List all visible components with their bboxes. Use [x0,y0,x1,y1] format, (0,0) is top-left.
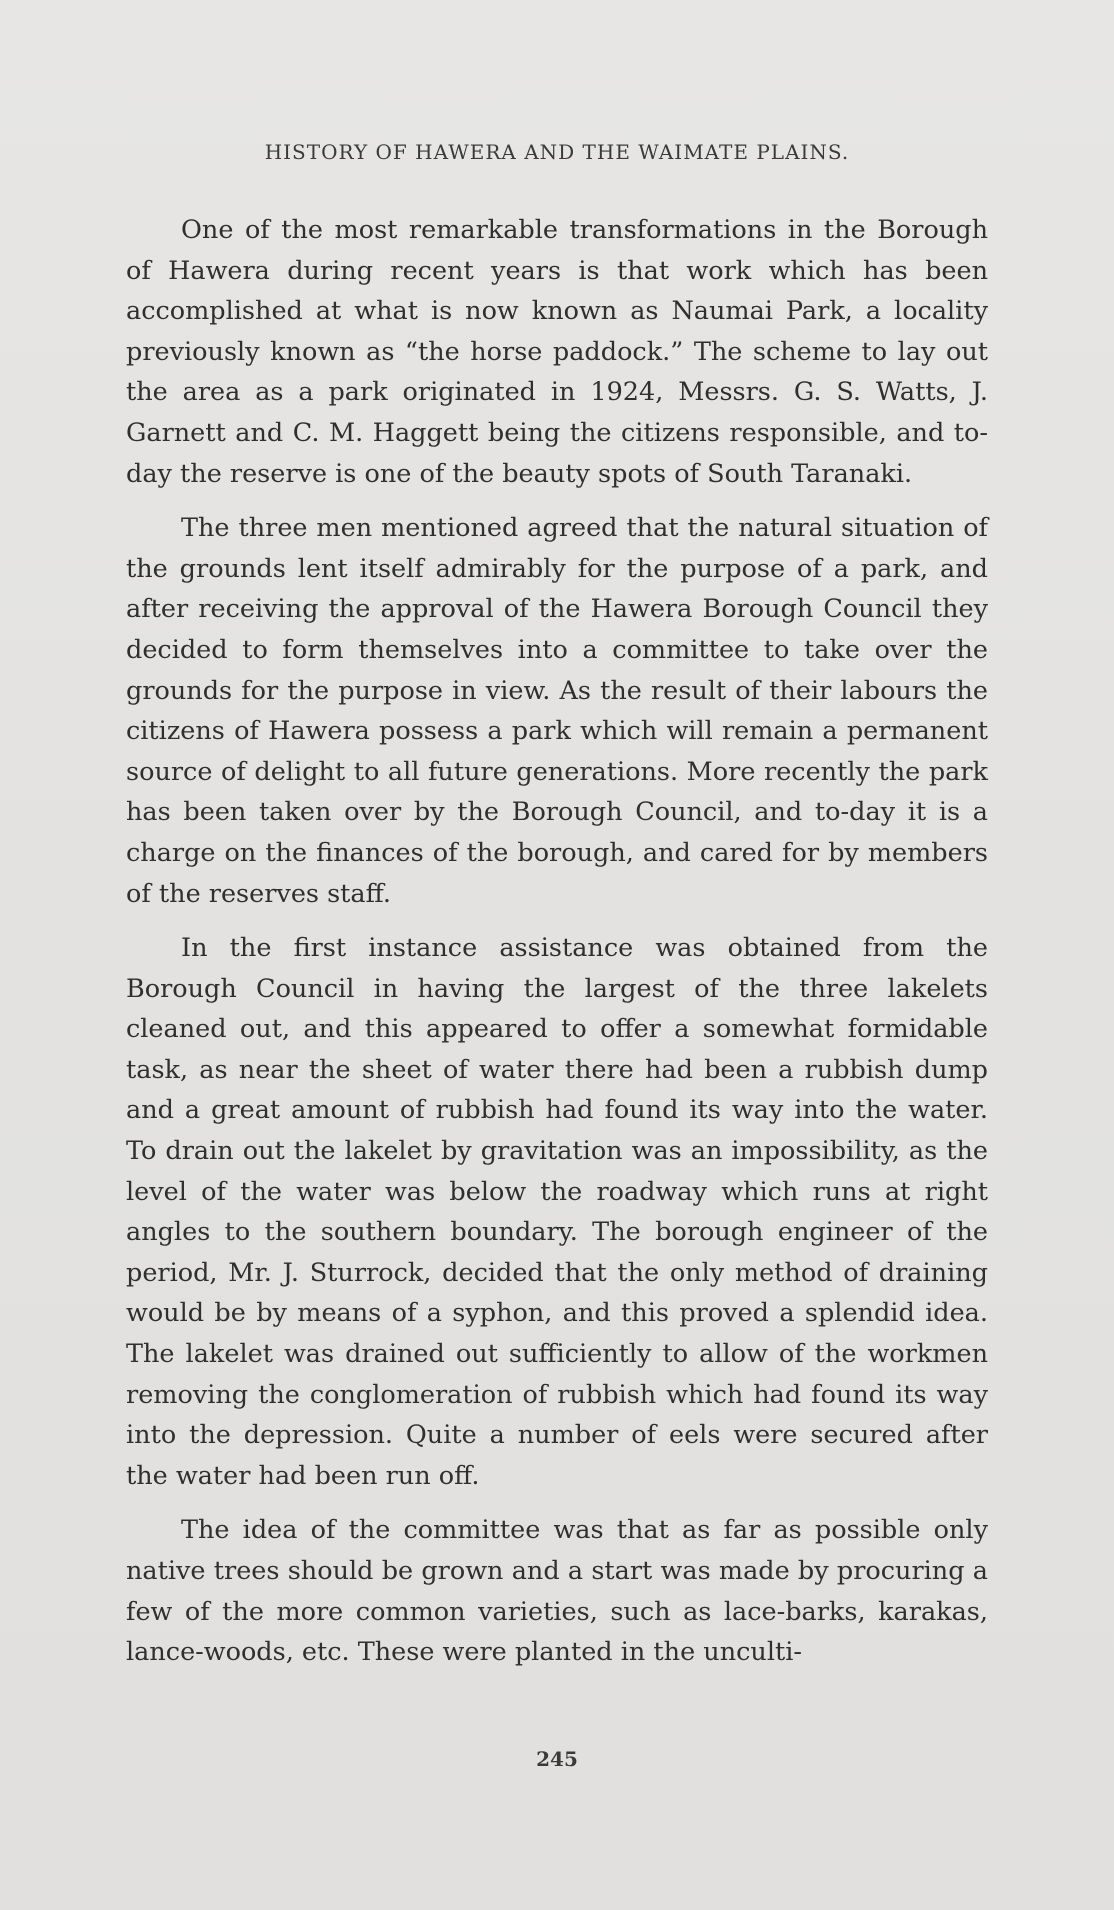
paragraph-1: One of the most remarkable transformations in the Borough of Hawera during recent years is that work which has been accomplished at what is now known as Naumai Park, a locality previously known as “the horse paddock.” The scheme to lay out the area as a park originated in 1924, Messrs. G. S. Watts, J. Garnett and C. M. Haggett being the citizens responsible, and to-day the reserve is one of the beauty spots of South Taranaki. [126,215,988,489]
page-number: 245 [536,1747,578,1771]
body-text [126,210,988,1687]
paragraph-2: The three men mentioned agreed that the natural situation of the grounds lent itself admirably for the purpose of a park, and after receiving the approval of the Hawera Borough Council they decided to form themselves into a committee to take over the grounds for the purpose in view. As the result of their labours the citizens of Hawera possess a park which will remain a permanent source of delight to all future generations. More recently the park has been taken over by the Borough Council, and to-day it is a charge on the finances of the borough, and cared for by members of the reserves staff. [126,513,988,909]
paragraph-4: The idea of the committee was that as far as possible only native trees should be grown and a start was made by procuring a few of the more common varieties, such as lace-barks, karakas, lance-woods, etc. These were planted in the unculti- [126,1515,988,1668]
running-head: HISTORY OF HAWERA AND THE WAIMATE PLAINS. [264,140,850,164]
paragraph-3: In the first instance assistance was obtained from the Borough Council in having the largest of the three lakelets cleaned out, and this appeared to offer a somewhat formidable task, as near the sheet of water there had been a rubbish dump and a great amount of rubbish had found its way into the water. To drain out the lakelet by gravitation was an impossibility, as the level of the water was below the roadway which runs at right angles to the southern boundary. The borough engineer of the period, Mr. J. Sturrock, decided that the only method of draining would be by means of a syphon, and this proved a splendid idea. The lakelet was drained out sufficiently to allow of the workmen removing the conglomeration of rubbish which had found its way into the depression. Quite a number of eels were secured after the water had been run off. [126,933,988,1491]
